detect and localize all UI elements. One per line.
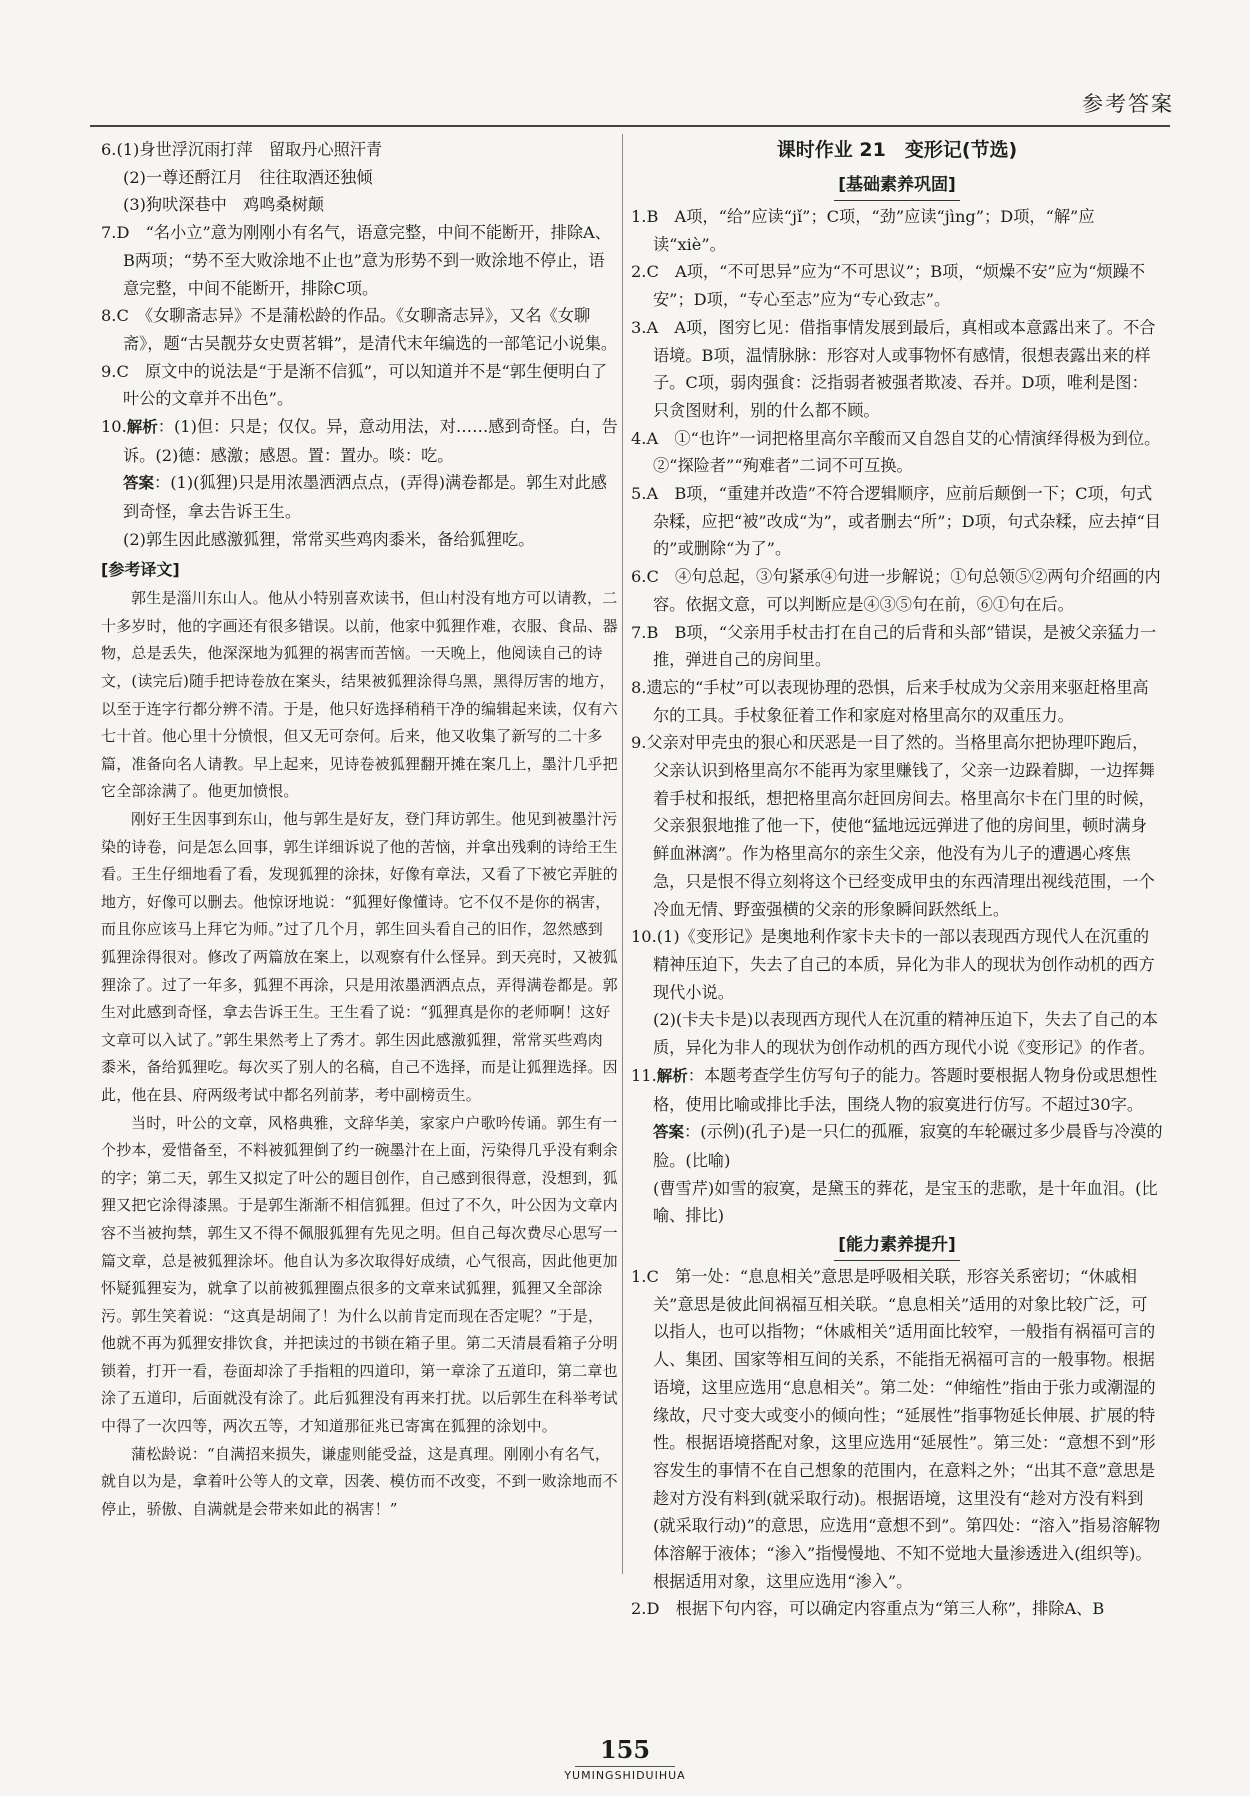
analysis-label: 解析 [126, 418, 158, 437]
answer-8: 8.C 《女聊斋志异》不是蒲松龄的作品。《女聊斋志异》，又名《女聊斋》，题“古吴靓芬女史贾茗辑”，是清代末年编选的一部笔记小说集。 [101, 306, 618, 353]
basic-answer-11-analysis [631, 1062, 1163, 1118]
basic-answer-3: 3.A A项，图穷匕见：借指事情发展到最后，真相或本意露出来了。不合语境。B项，温情脉脉：形容对人或事物怀有感情，很想表露出来的样子。C项，弱肉强食：泛指弱者被强者欺凌、吞并。D项，唯利是图：只贪图财利，别的什么都不顾。 [631, 317, 1156, 420]
translation-paragraph: 当时，叶公的文章，风格典雅，文辞华美，家家户户歌吟传诵。郭生有一个抄本，爱惜备至，不料被狐狸倒了约一碗墨汁在上面，污染得几乎没有剩余的字；第二天，郭生又拟定了叶公的题目创作，自己感到很得意，没想到，狐狸又把它涂得漆黑。于是郭生渐渐不相信狐狸。但过了不久，叶公因为文章内容不当被拘禁，郭生又不得不佩服狐狸有先见之明。但自己每次费尽心思写一篇文章，总是被狐狸涂坏。他自认为多次取得好成绩，心气很高，因此他更加怀疑狐狸妄为，就拿了以前被狐狸圈点很多的文章来试狐狸，狐狸又全部涂污。郭生笑着说：“这真是胡闹了！为什么以前肯定而现在否定呢？”于是，他就不再为狐狸安排饮食，并把读过的书锁在箱子里。第二天清晨看箱子分明锁着，打开一看，卷面却涂了手指粗的四道印，第一章涂了五道印，第二章也涂了五道印，后面就没有涂了。此后狐狸没有再来打扰。以后郭生在科举考试中得了一次四等，两次五等，才知道那征兆已寄寓在狐狸的涂划中。 [101, 1113, 618, 1436]
left-column [101, 136, 618, 1523]
answer-11-analysis-text: ：本题考查学生仿写句子的能力。答题时要根据人物身份或思想性格，使用比喻或排比手法，围绕人物的寂寞进行仿写。不超过30字。 [653, 1065, 1158, 1114]
basic-answer-10: 10.(1)《变形记》是奥地利作家卡夫卡的一部以表现西方现代人在沉重的精神压迫下，失去了自己的本质，异化为非人的现状为创作动机的西方现代小说。 [631, 927, 1155, 1002]
answer-10-answer [101, 469, 618, 525]
footer-brand: YUMINGSHIDUIHUA [564, 1769, 686, 1782]
section-heading-basic-text: [基础素养巩固] [834, 170, 960, 201]
answer-10-analysis-text: ：(1)但：只是；仅仅。异，意动用法，对……感到奇怪。白，告诉。(2)德：感激；感恩。置：置办。啖：吃。 [123, 417, 618, 465]
section-heading-ability-text: [能力素养提升] [834, 1230, 960, 1261]
footer-rule [575, 1766, 675, 1767]
answer-9: 9.C 原文中的说法是“于是渐不信狐”，可以知道并不是“郭生便明白了叶公的文章并不出色”。 [101, 361, 607, 409]
header-rule [90, 125, 1170, 127]
answer-6-line-1: 6.(1)身世浮沉雨打萍 留取丹心照汗青 [101, 140, 383, 159]
answer-10-analysis [101, 413, 618, 469]
ability-answer-2: 2.D 根据下句内容，可以确定内容重点为“第三人称”，排除A、B [631, 1599, 1105, 1619]
reference-translation-heading: [参考译文] [101, 559, 180, 579]
answer-6-line-3: (3)狗吠深巷中 鸡鸣桑树颠 [123, 195, 324, 215]
page-header-title: 参考答案 [1082, 92, 1174, 116]
answer-11-answer-text: ：(示例)(孔子)是一只仁的孤雁，寂寞的车轮碾过多少晨昏与冷漠的脸。(比喻) [653, 1122, 1163, 1170]
answer-6 [101, 136, 618, 219]
basic-answer-8: 8.遗忘的“手杖”可以表现协理的恐惧，后来手杖成为父亲用来驱赶格里高尔的工具。手杖象征着工作和家庭对格里高尔的双重压力。 [631, 677, 1149, 725]
translation-paragraph: 蒲松龄说：“自满招来损失，谦虚则能受益，这是真理。刚刚小有名气，就自以为是，拿着叶公等人的文章，因袭、模仿而不改变，不到一败涂地而不停止，骄傲、自满就是会带来如此的祸害！” [101, 1444, 618, 1518]
answer-10-answer-text: ：(1)(狐狸)只是用浓墨洒洒点点，(弄得)满卷都是。郭生对此感到奇怪，拿去告诉王生。 [123, 473, 607, 522]
answer-10-answer-2: (2)郭生因此感激狐狸，常常买些鸡肉黍米，备给狐狸吃。 [123, 529, 535, 549]
column-divider [622, 134, 623, 1574]
basic-answer-11-answer-2: (曹雪芹)如雪的寂寞，是黛玉的葬花，是宝玉的悲歌，是十年血泪。(比喻、排比) [653, 1178, 1158, 1226]
right-column [631, 136, 1163, 1623]
translation-paragraph: 刚好王生因事到东山，他与郭生是好友，登门拜访郭生。他见到被墨汁污染的诗卷，问是怎么回事，郭生详细诉说了他的苦恼，并拿出残剩的诗给王生看。王生仔细地看了看，发现狐狸的涂抹，好像有章法，又看了下被它弄脏的地方，好像可以删去。他惊讶地说：“狐狸好像懂诗。它不仅不是你的祸害，而且你应该马上拜它为师。”过了几个月，郭生回头看自己的旧作，忽然感到狐狸涂得很对。修改了两篇放在案上，以观察有什么怪异。到天亮时，又被狐狸涂了。过了一年多，狐狸不再涂，只是用浓墨洒洒点点，弄得满卷都是。郭生对此感到奇怪，拿去告诉王生。王生看了说：“狐狸真是你的老师啊！这好文章可以入试了。”郭生果然考上了秀才。郭生因此感激狐狸，常常买些鸡肉黍米，备给狐狸吃。每次买了别人的名稿，自己不选择，而是让狐狸选择。因此，他在县、府两级考试中都名列前茅，考中副榜贡生。 [101, 810, 618, 1104]
basic-answer-4: 4.A ①“也许”一词把格里高尔辛酸而又自怨自艾的心情演绎得极为到位。②“探险者”“殉难者”二词不可互换。 [631, 428, 1161, 476]
analysis-label: 解析 [656, 1066, 688, 1085]
translation-paragraph: 郭生是淄川东山人。他从小特别喜欢读书，但山村没有地方可以请教，二十多岁时，他的字画还有很多错误。以前，他家中狐狸作难，衣服、食品、器物，总是丢失，他深深地为狐狸的祸害而苦恼。一天晚上，他阅读自己的诗文，(读完后)随手把诗卷放在案头，结果被狐狸涂得乌黑，黑得厉害的地方，以至于连字行都分辨不清。于是，他只好选择稍稍干净的编辑起来读，仅有六七十首。他心里十分愤恨，但又无可奈何。后来，他又收集了新写的二十多篇，准备向名人请教。早上起来，见诗卷被狐狸翻开摊在案几上，墨汁几乎把它全部涂满了。他更加愤恨。 [101, 589, 618, 801]
section-heading-ability [631, 1230, 1163, 1261]
basic-answer-5: 5.A B项，“重建并改造”不符合逻辑顺序，应前后颠倒一下；C项，句式杂糅，应把“被”改成“为”，或者删去“所”；D项，句式杂糅，应去掉“目的”或删除“为了”。 [631, 484, 1161, 559]
answer-label: 答案 [123, 474, 155, 493]
answer-11-number: 11. [631, 1065, 657, 1085]
basic-answer-1: 1.B A项，“给”应读“jǐ”；C项，“劲”应读“jìng”；D项，“解”应读“xiè”。 [631, 207, 1095, 254]
page-number: 155 [599, 1735, 651, 1764]
lesson-title: 课时作业 21 变形记(节选) [776, 139, 1018, 161]
reference-translation [101, 585, 618, 1523]
answer-6-line-2: (2)一尊还酹江月 往往取酒还独倾 [123, 167, 373, 187]
basic-answer-6: 6.C ④句总起，③句紧承④句进一步解说；①句总领⑤②两句介绍画的内容。依据文意，可以判断应是④③⑤句在前，⑥①句在后。 [631, 567, 1161, 614]
answer-7: 7.D “名小立”意为刚刚小有名气，语意完整，中间不能断开，排除A、B两项；“势不至大败涂地不止也”意为形势不到一败涂地不停止，语意完整，中间不能断开，排除C项。 [101, 223, 611, 298]
ability-answer-1: 1.C 第一处：“息息相关”意思是呼吸相关联，形容关系密切；“休戚相关”意思是彼此间祸福互相关联。“息息相关”适用的对象比较广泛，可以指人，也可以指物；“休戚相关”适用面比较窄，一般指有祸福可言的人、集团、国家等相互间的关系，不能指无祸福可言的一般事物。根据语境，这里应选用“息息相关”。第二处：“伸缩性”指由于张力或潮湿的缘故，尺寸变大或变小的倾向性；“延展性”指事物延长伸展、扩展的特性。根据语境搭配对象，这里应选用“延展性”。第三处：“意想不到”形容发生的事情不在自己想象的范围内，在意料之外；“出其不意”意思是趁对方没有料到(就采取行动)。根据语境，这里没有“趁对方没有料到(就采取行动)”的意思，应选用“意想不到”。第四处：“溶入”指易溶解物体溶解于液体；“渗入”指慢慢地、不知不觉地大量渗透进入(组织等)。根据适用对象，这里应选用“渗入”。 [631, 1267, 1161, 1591]
basic-answer-7: 7.B B项，“父亲用手杖击打在自己的后背和头部”错误，是被父亲猛力一推，弹进自己的房间里。 [631, 622, 1157, 670]
section-heading-basic [631, 170, 1163, 201]
basic-answer-10-part-2: (2)(卡夫卡是)以表现西方现代人在沉重的精神压迫下，失去了自己的本质，异化为非人的现状为创作动机的西方现代小说《变形记》的作者。 [653, 1010, 1158, 1058]
basic-answer-2: 2.C A项，“不可思异”应为“不可思议”；B项，“烦燥不安”应为“烦躁不安”；D项，“专心至志”应为“专心致志”。 [631, 262, 1146, 310]
basic-answer-9: 9.父亲对甲壳虫的狠心和厌恶是一目了然的。当格里高尔把协理吓跑后，父亲认识到格里高尔不能再为家里赚钱了，父亲一边跺着脚，一边挥舞着手杖和报纸，想把格里高尔赶回房间去。格里高尔卡在门里的时候，父亲狠狠地推了他一下，使他“猛地远远弹进了他的房间里，顿时满身鲜血淋漓”。作为格里高尔的亲生父亲，他没有为儿子的遭遇心疼焦急，只是恨不得立刻将这个已经变成甲虫的东西清理出视线范围，一个冷血无情、野蛮强横的父亲的形象瞬间跃然纸上。 [631, 733, 1155, 919]
answer-10-number: 10. [101, 417, 127, 437]
basic-answer-11-answer [631, 1118, 1163, 1174]
answer-label: 答案 [653, 1123, 685, 1142]
